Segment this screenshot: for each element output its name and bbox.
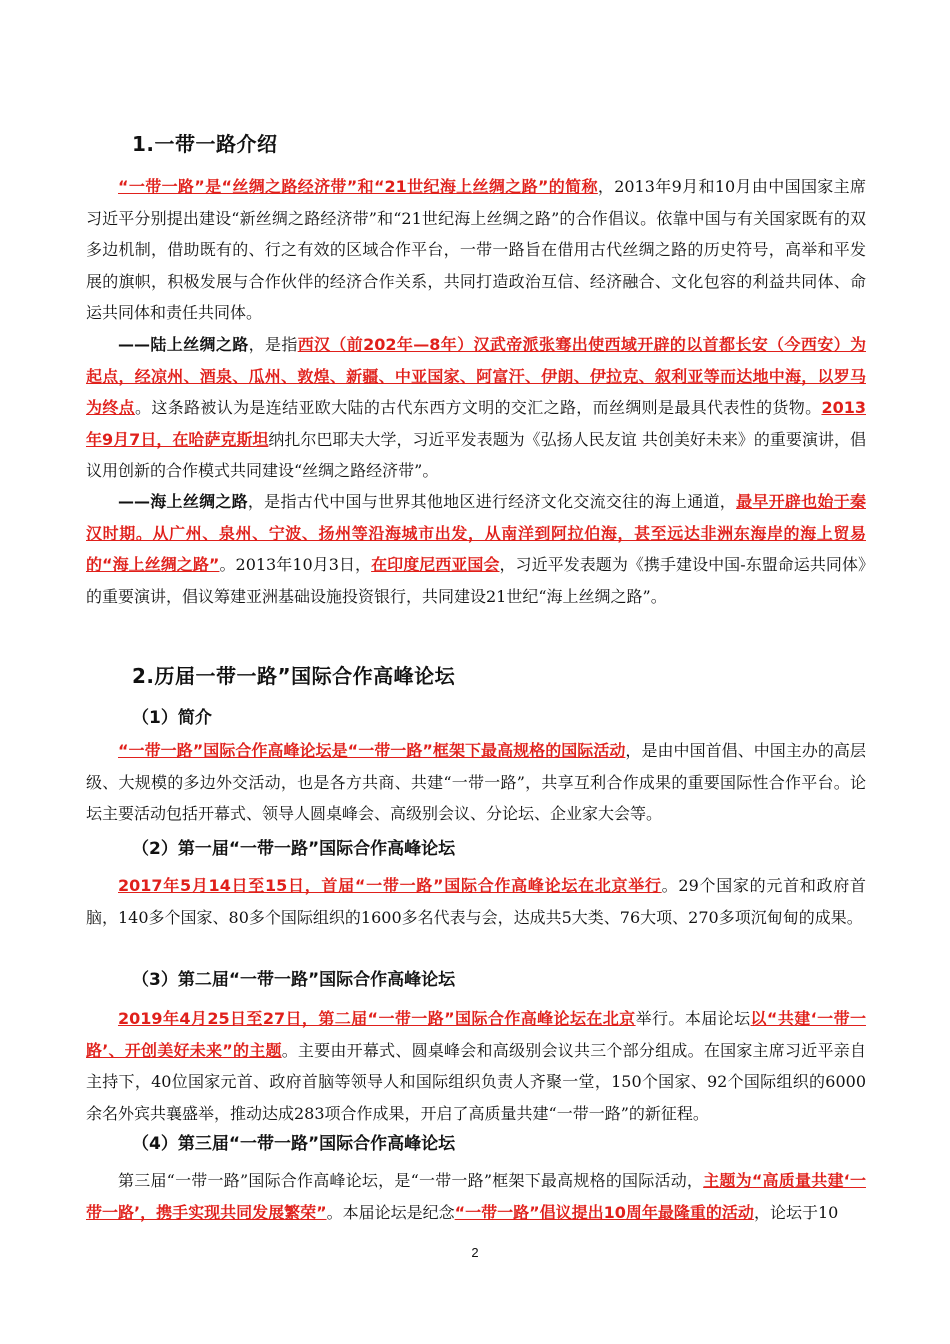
bold-text: ——陆上丝绸之路 <box>118 335 249 354</box>
page-number: 2 <box>471 1245 479 1260</box>
section-1-paragraph-2 <box>86 329 866 487</box>
highlight-text: “一带一路”倡议提出10周年最隆重的活动 <box>454 1202 754 1222</box>
highlight-text: 2019年4月25日至27日，第二届“一带一路”国际合作高峰论坛在北京 <box>118 1009 636 1028</box>
section-1-paragraph-3 <box>86 486 866 612</box>
body-text: 举行。本届论坛 <box>635 1009 751 1028</box>
body-text: ，是由中国首倡、中国主办的高层级、大规模的多边外交活动，也是各方共商、共建“一带一路”，共享互利合作成果的重要国际性合作平台。论坛主要活动包括开幕式、领导人圆桌峰会、高级别会议、分论坛、企业家大会等。 <box>86 741 866 823</box>
subsection-2-title: （2）第一届“一带一路”国际合作高峰论坛 <box>132 839 456 859</box>
body-text: ，是指古代中国与世界其他地区进行经济文化交流交往的海上通道， <box>247 492 737 511</box>
highlight-text: 在印度尼西亚国会 <box>371 555 500 574</box>
highlight-text: 2017年5月14日至15日，首届“一带一路”国际合作高峰论坛在北京举行 <box>118 876 662 895</box>
section-2-paragraph-2 <box>86 870 866 933</box>
section-2-paragraph-1 <box>86 735 866 830</box>
bold-text: ——海上丝绸之路 <box>118 492 248 511</box>
section-2-paragraph-3 <box>86 1003 866 1129</box>
section-2-paragraph-4 <box>86 1165 866 1228</box>
subsection-1-title: （1）简介 <box>132 708 212 728</box>
body-text: 。29个国家的元首和政府首脑，140多个国家、80多个国际组织的1600多名代表与会，达成共5大类、76大项、270多项沉甸甸的成果。 <box>86 876 866 927</box>
highlight-text: 最早开辟也始于秦汉时期。从广州、泉州、宁波、扬州等沿海城市出发，从南洋到阿拉伯海，甚至远达非洲东海岸的海上贸易的“海上丝绸之路” <box>86 492 866 574</box>
body-text: 第三届“一带一路”国际合作高峰论坛，是“一带一路”框架下最高规格的国际活动， <box>118 1171 704 1190</box>
body-text: 。本届论坛是纪念 <box>326 1202 455 1222</box>
highlight-text: “一带一路”国际合作高峰论坛是“一带一路”框架下最高规格的国际活动 <box>118 741 626 760</box>
body-text: ，习近平发表题为《携手建设中国-东盟命运共同体》的重要演讲，倡议筹建亚洲基础设施投资银行，共同建设21世纪“海上丝绸之路”。 <box>86 555 866 606</box>
section-2-heading: 2.历届一带一路”国际合作高峰论坛 <box>132 664 456 688</box>
section-1-heading: 1.一带一路介绍 <box>132 132 278 156</box>
highlight-text: “一带一路”是“丝绸之路经济带”和“21世纪海上丝绸之路”的简称 <box>118 177 598 196</box>
body-text: ，2013年9月和10月由中国国家主席习近平分别提出建设“新丝绸之路经济带”和“21世纪海上丝绸之路”的合作倡议。依靠中国与有关国家既有的双多边机制，借助既有的、行之有效的区域合作平台，一带一路旨在借用古代丝绸之路的历史符号，高举和平发展的旗帜，积极发展与合作伙伴的经济合作关系，共同打造政治互信、经济融合、文化包容的利益共同体、命运共同体和责任共同体。 <box>86 177 866 322</box>
body-text: 。这条路被认为是连结亚欧大陆的古代东西方文明的交汇之路，而丝绸则是最具代表性的货物。 <box>135 398 822 417</box>
body-text: 。主要由开幕式、圆桌峰会和高级别会议共三个部分组成。在国家主席习近平亲自主持下，40位国家元首、政府首脑等领导人和国际组织负责人齐聚一堂，150个国家、92个国际组织的6000余名外宾共襄盛举，推动达成283项合作成果，开启了高质量共建“一带一路”的新征程。 <box>86 1040 866 1123</box>
body-text: ，是指 <box>248 335 298 354</box>
body-text: 。2013年10月3日， <box>219 555 372 574</box>
body-text: ，论坛于10 <box>753 1202 839 1222</box>
highlight-text: 主题为“高质量共建‘一带一路’，携手实现共同发展繁荣” <box>86 1171 866 1222</box>
highlight-text: 西汉（前202年—8年）汉武帝派张骞出使西域开辟的以首都长安（今西安）为起点，经凉州、酒泉、瓜州、敦煌、新疆、中亚国家、阿富汗、伊朗、伊拉克、叙利亚等而达地中海，以罗马为终点 <box>86 335 866 417</box>
section-1-paragraph-1 <box>86 171 866 329</box>
subsection-3-title: （3）第二届“一带一路”国际合作高峰论坛 <box>132 970 456 990</box>
subsection-4-title: （4）第三届“一带一路”国际合作高峰论坛 <box>132 1134 456 1154</box>
body-text: 纳扎尔巴耶夫大学，习近平发表题为《弘扬人民友谊 共创美好未来》的重要演讲，倡议用创新的合作模式共同建设“丝绸之路经济带”。 <box>86 429 866 480</box>
highlight-text: 以“共建‘一带一路’、开创美好未来”的主题 <box>86 1009 866 1060</box>
highlight-text: 2013年9月7日，在哈萨克斯坦 <box>86 398 866 449</box>
